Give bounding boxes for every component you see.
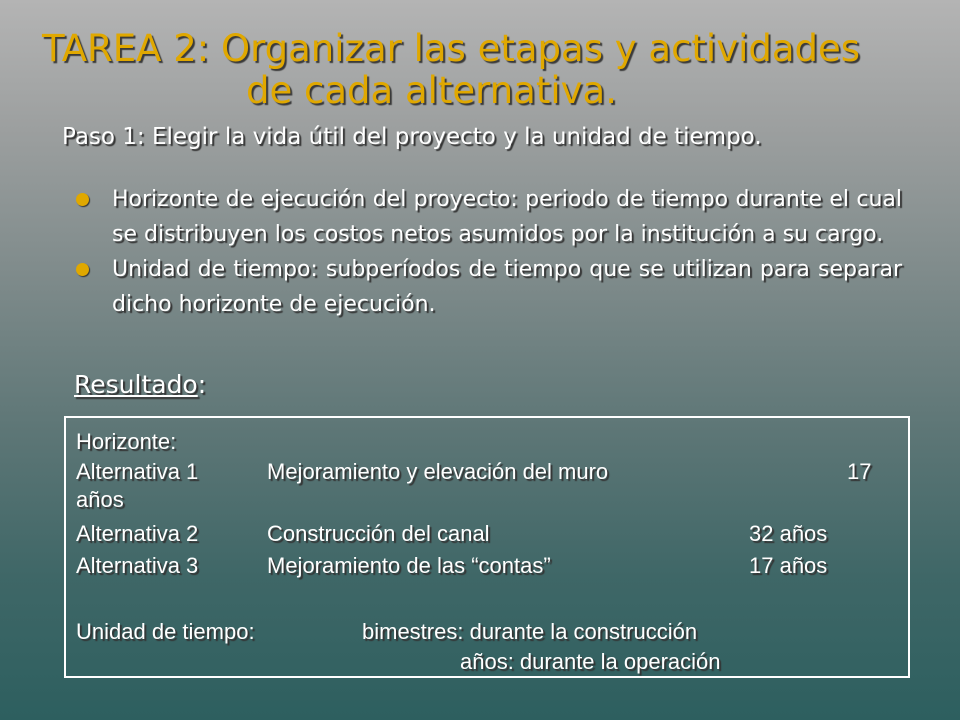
- time-unit-label: Unidad de tiempo:: [76, 619, 255, 644]
- bullet-text: Unidad de tiempo: subperíodos de tiempo que se utilizan para separar dicho horizonte de ejecución.: [112, 257, 902, 317]
- bullet-dot-icon: [76, 263, 89, 276]
- bullet-item: [72, 252, 902, 322]
- result-heading-colon: :: [197, 370, 207, 399]
- slide-title-line-2: de cada alternativa.: [246, 69, 617, 112]
- alternative-2-duration: 32 años: [749, 521, 828, 546]
- time-unit-construction: bimestres: durante la construcción: [362, 619, 698, 644]
- alternative-3-duration: 17 años: [749, 553, 828, 578]
- alternative-2-description: Construcción del canal: [267, 521, 490, 546]
- bullet-list: [72, 182, 902, 322]
- result-heading: [74, 368, 206, 402]
- slide-title: [42, 28, 860, 112]
- alternative-3-name: Alternativa 3: [76, 553, 199, 578]
- bullet-dot-icon: [76, 193, 89, 206]
- alternative-1-duration: 17: [847, 459, 872, 484]
- bullet-text: Horizonte de ejecución del proyecto: periodo de tiempo durante el cual se distribuyen los costos netos asumidos por la institución a su cargo.: [112, 187, 902, 247]
- result-box: [64, 416, 910, 678]
- bullet-item: [72, 182, 902, 252]
- alternative-1-description: Mejoramiento y elevación del muro: [267, 459, 609, 484]
- alternative-3-description: Mejoramiento de las “contas”: [267, 553, 551, 578]
- result-heading-text: Resultado: [74, 370, 198, 399]
- horizon-heading: Horizonte:: [76, 429, 177, 454]
- alternative-1-name: Alternativa 1: [76, 459, 199, 484]
- slide-title-line-1: TAREA 2: Organizar las etapas y actividades: [42, 27, 861, 70]
- slide-subtitle: Paso 1: Elegir la vida útil del proyecto y la unidad de tiempo.: [62, 124, 762, 150]
- alternative-2-name: Alternativa 2: [76, 521, 199, 546]
- time-unit-operation: años: durante la operación: [460, 649, 721, 674]
- alternative-1-duration-unit: años: [76, 487, 124, 512]
